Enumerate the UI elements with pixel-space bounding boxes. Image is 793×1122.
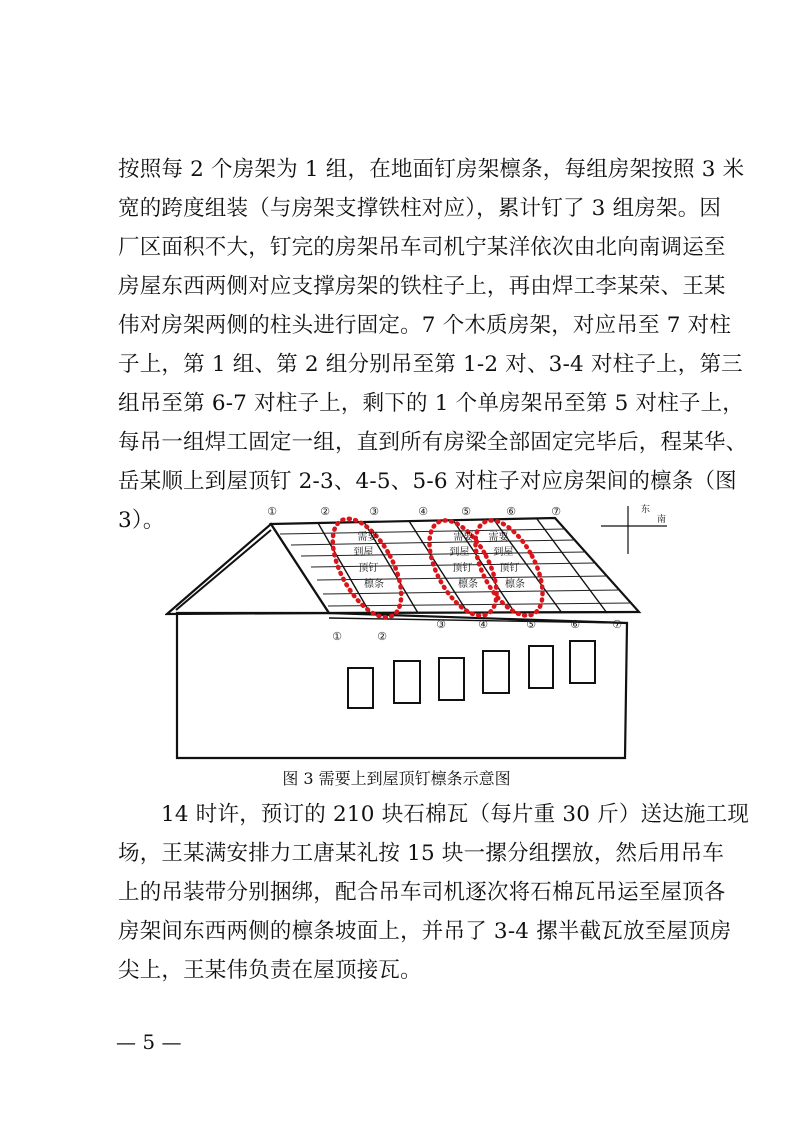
bottom-number-2: ② <box>377 630 387 643</box>
oval-3-label: 需要 到屋 顶钉 檩条 <box>488 532 525 590</box>
window <box>348 668 373 708</box>
top-number-1: ① <box>267 505 277 518</box>
text-line: 厂区面积不大，钉完的房架吊车司机宁某洋依次由北向南调运至 <box>118 235 726 260</box>
text-line: 组吊至第 6-7 对柱子上，剩下的 1 个单房架吊至第 5 对柱子上， <box>118 391 744 416</box>
top-number-2: ② <box>320 505 330 518</box>
text-line: 房屋东西两侧对应支撑房架的铁柱子上，再由焊工李某荣、王某 <box>118 274 726 299</box>
text-line: 场，王某满安排力工唐某礼按 15 块一摞分组摆放，然后用吊车 <box>118 841 725 866</box>
compass-east-label: 东 <box>641 505 651 515</box>
text-line: 房架间东西两侧的檩条坡面上，并吊了 3-4 摞半截瓦放至屋顶房 <box>118 919 732 944</box>
compass <box>601 506 667 554</box>
text-line: 上的吊装带分别捆绑，配合吊车司机逐次将石棉瓦吊运至屋顶各 <box>118 880 726 905</box>
text-line: 宽的跨度组装（与房架支撑铁柱对应），累计钉了 3 组房架。因 <box>118 196 722 221</box>
text-line: 岳某顺上到屋顶钉 2-3、4-5、5-6 对柱子对应房架间的檩条（图 <box>118 469 737 494</box>
oval-1-label: 需要 到屋 顶钉 檩条 <box>353 532 384 590</box>
top-number-3: ③ <box>369 505 379 518</box>
window <box>439 658 464 700</box>
window <box>529 646 553 688</box>
roof-purlin-diagram <box>165 500 695 762</box>
bottom-number-6: ⑥ <box>570 618 580 631</box>
bottom-number-4: ④ <box>478 618 488 631</box>
top-number-5: ⑤ <box>461 505 471 518</box>
paragraph-1 <box>118 150 748 540</box>
paragraph-2 <box>118 795 750 990</box>
bottom-number-7: ⑦ <box>612 618 622 631</box>
bottom-number-3: ③ <box>436 618 446 631</box>
text-line: 每吊一组焊工固定一组，直到所有房梁全部固定完毕后，程某华、 <box>118 430 748 455</box>
text-line: 按照每 2 个房架为 1 组，在地面钉房架檩条，每组房架按照 3 米 <box>118 157 745 182</box>
top-number-6: ⑥ <box>506 505 516 518</box>
window <box>483 651 509 693</box>
text-line: 3）。 <box>118 508 165 533</box>
text-line: 14 时许，预订的 210 块石棉瓦（每片重 30 斤）送达施工现 <box>161 802 750 827</box>
text-line: 子上，第 1 组、第 2 组分别吊至第 1-2 对、3-4 对柱子上，第三 <box>118 352 743 377</box>
compass-south-label: 南 <box>657 515 667 525</box>
page-number: — 5 — <box>116 1030 182 1054</box>
top-number-4: ④ <box>418 505 428 518</box>
window <box>394 661 420 703</box>
bottom-number-1: ① <box>332 630 342 643</box>
text-line: 伟对房架两侧的柱头进行固定。7 个木质房架，对应吊至 7 对柱 <box>118 313 732 338</box>
top-number-7: ⑦ <box>551 505 561 518</box>
oval-2-label: 需要 到屋 顶钉 檩条 <box>449 532 478 590</box>
text-line: 尖上，王某伟负责在屋顶接瓦。 <box>118 958 422 983</box>
figure-caption: 图 3 需要上到屋顶钉檩条示意图 <box>282 769 511 788</box>
bottom-number-5: ⑤ <box>526 618 536 631</box>
window <box>570 641 595 683</box>
